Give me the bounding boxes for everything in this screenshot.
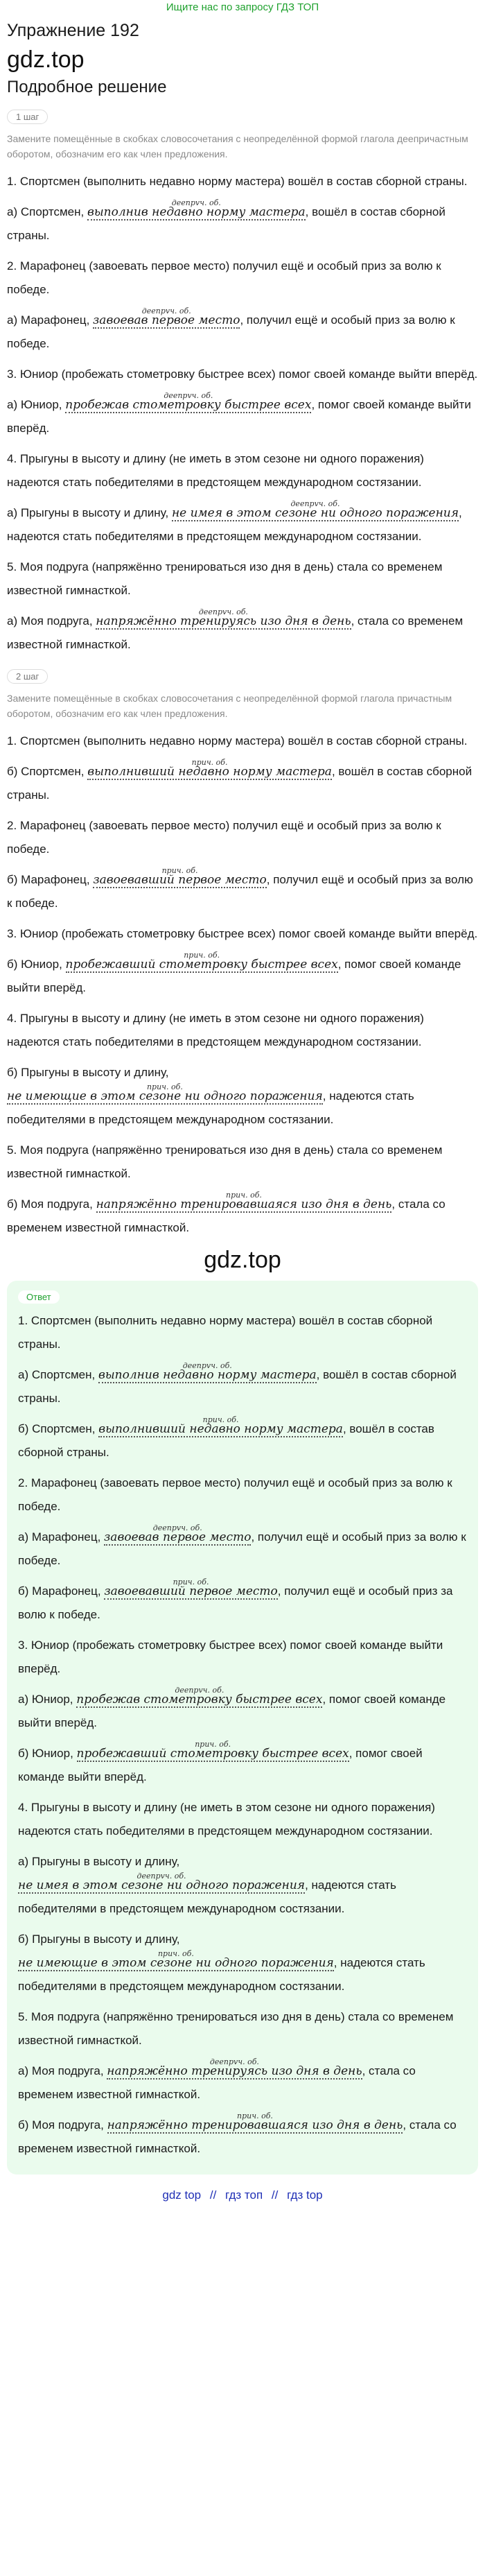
sentence-rest: , надеются стать победителями в предстоящем международном состязании. (7, 506, 462, 543)
sentence-text: а) Прыгуны в высоту и длину, (7, 506, 172, 519)
sentence-rest: , вошёл в состав сборной страны. (7, 765, 473, 802)
sentence-line (7, 555, 478, 603)
sentence-line (7, 760, 478, 807)
sentence-text: б) Юниор, (7, 958, 66, 971)
footer-links (0, 2184, 485, 2206)
highlighted-phrase: деепрvч. об. пробежав стометровку быстрее всех (65, 398, 311, 413)
page-content (0, 21, 485, 2175)
sentence-line (18, 2113, 467, 2161)
highlighted-phrase: деепрvч. об. не имея в этом сезоне ни одного поражения (18, 1878, 305, 1894)
sentence-text: а) Марафонец, (18, 1530, 105, 1544)
sentence-text: 3. Юниор (пробежать стометровку быстрее всех) помог своей команде выйти вперёд. (7, 927, 478, 940)
sentence-rest: , надеются стать победителями в предстоящем международном состязании. (18, 1956, 425, 1993)
sentence-line (7, 922, 478, 946)
sentence-rest: , помог своей команде выйти вперёд. (18, 1747, 423, 1783)
sentence-text: а) Спортсмен, (18, 1368, 98, 1381)
sentence-text: б) Марафонец, (7, 873, 94, 886)
sentence-rest: , получил ещё и особый приз за волю к победе. (7, 873, 473, 910)
sentence-text: 1. Спортсмен (выполнить недавно норму мастера) вошёл в состав сборной страны. (18, 1314, 433, 1351)
sentence-text: 5. Моя подруга (напряжённо тренироваться изо дня в день) стала со временем известной гимнасткой. (18, 2010, 454, 2047)
sentence-text: а) Прыгуны в высоту и длину, (18, 1855, 180, 1868)
sentence-line (7, 1139, 478, 1186)
highlighted-phrase: прич. об. напряжённо тренировавшаяся изо дня в день (107, 2118, 403, 2134)
sentence-text: б) Марафонец, (18, 1584, 105, 1598)
sentence-line (18, 1309, 467, 1356)
sentence-line (7, 1007, 478, 1054)
footer-link-1[interactable]: gdz top (162, 2188, 202, 2202)
sentence-line (18, 2059, 467, 2107)
sentence-line (7, 309, 478, 356)
sentence-rest: , стала со временем известной гимнасткой. (7, 1198, 446, 1234)
step-2-task: Замените помещённые в скобках словосочетания с неопределённой формой глагола причастным оборотом, обозначим его как член предложения. (7, 693, 452, 719)
step-1-lines (7, 170, 478, 657)
sentence-line (18, 1796, 467, 1843)
sentence-line (18, 1525, 467, 1573)
sentence-text: а) Юниор, (18, 1693, 77, 1706)
footer-separator-1: // (209, 2188, 217, 2202)
sentence-text: 1. Спортсмен (выполнить недавно норму мастера) вошёл в состав сборной страны. (7, 734, 468, 747)
sentence-line (18, 1580, 467, 1627)
highlighted-phrase: прич. об. пробежавший стометровку быстрее всех (66, 958, 338, 973)
highlighted-phrase: прич. об. выполнивший недавно норму мастера (98, 1422, 343, 1437)
step-1-tag: 1 шаг (7, 110, 48, 124)
sentence-text: а) Марафонец, (7, 313, 94, 327)
sentence-text: а) Моя подруга, (7, 614, 96, 628)
sentence-text: 4. Прыгуны в высоту и длину (не иметь в этом сезоне ни одного поражения) надеются стать победителями в предстоящем международном состязании. (18, 1801, 435, 1838)
sentence-rest: , получил ещё и особый приз за волю к победе. (18, 1530, 466, 1567)
sentence-line (18, 1417, 467, 1464)
footer-link-2[interactable]: гдз топ (225, 2188, 263, 2202)
sentence-rest: , стала со временем известной гимнасткой. (7, 614, 464, 651)
sentence-text: б) Прыгуны в высоту и длину, (7, 1066, 169, 1079)
sentence-line (7, 953, 478, 1000)
sentence-rest: , получил ещё и особый приз за волю к победе. (18, 1584, 453, 1621)
step-2-tag: 2 шаг (7, 669, 48, 684)
sentence-rest: , помог своей команде выйти вперёд. (18, 1693, 446, 1729)
sentence-text: 3. Юниор (пробежать стометровку быстрее всех) помог своей команде выйти вперёд. (18, 1639, 443, 1675)
highlighted-phrase: деепрvч. об. не имея в этом сезоне ни одного поражения (172, 506, 459, 521)
sentence-text: б) Юниор, (18, 1747, 77, 1760)
footer-link-3[interactable]: гдз top (287, 2188, 323, 2202)
sentence-rest: , получил ещё и особый приз за волю к победе. (7, 313, 455, 350)
highlighted-phrase: прич. об. пробежавший стометровку быстрее всех (77, 1747, 349, 1762)
watermark-logo: gdz.top (204, 1247, 281, 1273)
sentence-text: б) Спортсмен, (7, 765, 88, 778)
sentence-rest: , помог своей команде выйти вперёд. (7, 958, 461, 994)
sentence-line (18, 1688, 467, 1735)
sentence-text: а) Юниор, (7, 398, 66, 411)
sentence-text: б) Спортсмен, (18, 1422, 99, 1435)
sentence-line (18, 1850, 467, 1921)
step-1-task: Замените помещённые в скобках словосочетания с неопределённой формой глагола деепричастным оборотом, обозначим его как член предложения. (7, 133, 468, 159)
highlighted-phrase: прич. об. напряжённо тренировавшаяся изо дня в день (96, 1198, 392, 1213)
site-logo: gdz.top (7, 46, 85, 73)
sentence-text: а) Моя подруга, (18, 2064, 107, 2077)
sentence-line (18, 1634, 467, 1681)
sentence-line (18, 1928, 467, 1998)
sentence-text: 4. Прыгуны в высоту и длину (не иметь в этом сезоне ни одного поражения) надеются стать победителями в предстоящем международном состязании. (7, 1012, 424, 1048)
sentence-rest: , вошёл в состав сборной страны. (18, 1422, 434, 1459)
answer-tag: Ответ (18, 1290, 60, 1304)
highlighted-phrase: деепрvч. об. напряжённо тренируясь изо дня в день (96, 614, 351, 630)
sentence-rest: , стала со временем известной гимнасткой. (18, 2118, 457, 2155)
sentence-text: 4. Прыгуны в высоту и длину (не иметь в этом сезоне ни одного поражения) надеются стать победителями в предстоящем международном состязании. (7, 452, 424, 489)
top-banner[interactable]: Ищите нас по запросу ГДЗ ТОП (166, 1, 319, 13)
sentence-text: б) Прыгуны в высоту и длину, (18, 1933, 180, 1946)
highlighted-phrase: прич. об. завоевавший первое место (104, 1584, 277, 1600)
sentence-rest: , помог своей команде выйти вперёд. (7, 398, 471, 435)
sentence-line (7, 447, 478, 494)
sentence-line (7, 200, 478, 248)
sentence-line (7, 1061, 478, 1132)
highlighted-phrase: деепрvч. об. пробежав стометровку быстрее всех (76, 1693, 322, 1708)
sentence-rest: , надеются стать победителями в предстоящем международном состязании. (18, 1878, 396, 1915)
sentence-line (7, 868, 478, 915)
sentence-line (7, 363, 478, 386)
sentence-text: 3. Юниор (пробежать стометровку быстрее всех) помог своей команде выйти вперёд. (7, 368, 478, 381)
sentence-text: 2. Марафонец (завоевать первое место) получил ещё и особый приз за волю к победе. (18, 1476, 452, 1513)
highlighted-phrase: прич. об. выполнивший недавно норму мастера (87, 765, 332, 780)
exercise-title: Упражнение 192 (7, 21, 139, 40)
sentence-line (7, 1193, 478, 1240)
sentence-text: а) Спортсмен, (7, 205, 87, 218)
sentence-text: 2. Марафонец (завоевать первое место) получил ещё и особый приз за волю к победе. (7, 819, 441, 856)
sentence-line (7, 814, 478, 861)
sentence-text: 1. Спортсмен (выполнить недавно норму мастера) вошёл в состав сборной страны. (7, 175, 468, 188)
highlighted-phrase: деепрvч. об. напряжённо тренируясь изо дня в день (107, 2064, 362, 2080)
step-2 (7, 664, 478, 1240)
sentence-line (7, 393, 478, 440)
sentence-line (18, 2005, 467, 2052)
sentence-text: б) Моя подруга, (7, 1198, 96, 1211)
sentence-line (7, 254, 478, 302)
sentence-line (18, 1471, 467, 1519)
answer-lines (18, 1309, 467, 2161)
sentence-rest: , надеются стать победителями в предстоящем международном состязании. (7, 1089, 414, 1126)
highlighted-phrase: деепрvч. об. выполнив недавно норму мастера (87, 205, 306, 221)
sentence-text: 5. Моя подруга (напряжённо тренироваться изо дня в день) стала со временем известной гимнасткой. (7, 1143, 443, 1180)
sentence-line (7, 170, 478, 193)
highlighted-phrase: деепрvч. об. завоевав первое место (93, 313, 240, 329)
sentence-line (18, 1742, 467, 1789)
step-1 (7, 104, 478, 657)
sentence-rest: , стала со временем известной гимнасткой. (18, 2064, 416, 2101)
highlighted-phrase: деепрvч. об. выполнив недавно норму мастера (98, 1368, 317, 1383)
highlighted-phrase: деепрvч. об. завоевав первое место (104, 1530, 251, 1546)
sentence-line (7, 610, 478, 657)
sentence-rest: , вошёл в состав сборной страны. (7, 205, 446, 242)
sentence-text: 2. Марафонец (завоевать первое место) получил ещё и особый приз за волю к победе. (7, 259, 441, 296)
footer-separator-2: // (271, 2188, 279, 2202)
sentence-line (18, 1363, 467, 1410)
sentence-text: 5. Моя подруга (напряжённо тренироваться изо дня в день) стала со временем известной гимнасткой. (7, 560, 443, 597)
sentence-line (7, 501, 478, 548)
sentence-text: б) Моя подруга, (18, 2118, 107, 2132)
highlighted-phrase: прич. об. не имеющие в этом сезоне ни одного поражения (7, 1089, 323, 1105)
step-2-lines (7, 729, 478, 1240)
answer-block (7, 1281, 478, 2175)
solution-heading: Подробное решение (7, 78, 167, 96)
highlighted-phrase: прич. об. завоевавший первое место (93, 873, 266, 888)
sentence-rest: , вошёл в состав сборной страны. (18, 1368, 457, 1405)
sentence-line (7, 729, 478, 753)
highlighted-phrase: прич. об. не имеющие в этом сезоне ни одного поражения (18, 1956, 334, 1971)
